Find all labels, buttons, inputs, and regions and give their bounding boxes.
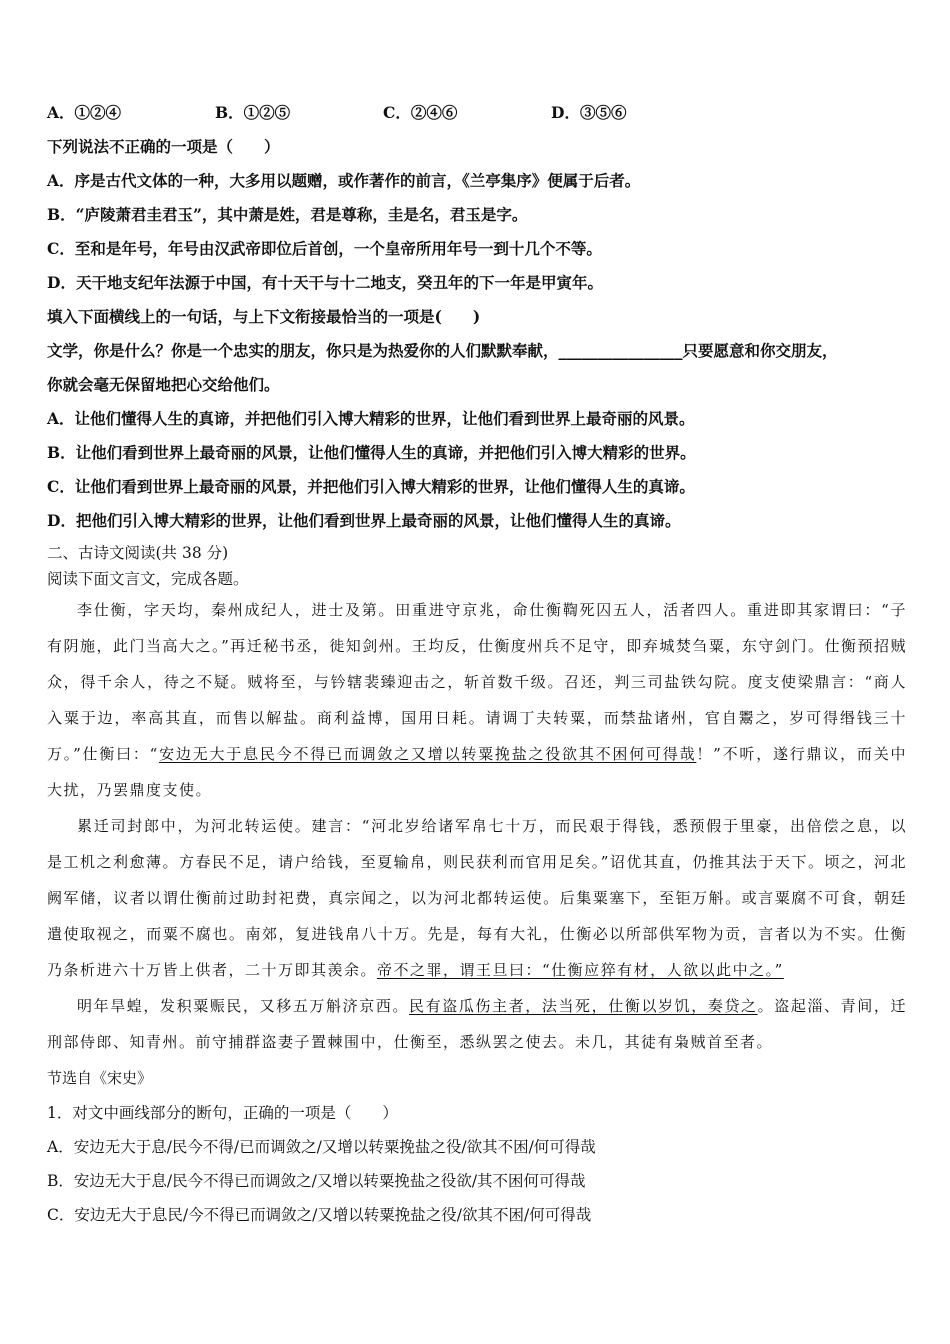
option-d[interactable]: D．把他们引入博大精彩的世界，让他们看到世界上最奇丽的风景，让他们懂得人生的真谛。	[47, 511, 681, 530]
passage-paragraph	[47, 808, 907, 988]
question-fill-blank	[47, 300, 907, 538]
option-c[interactable]: C．让他们看到世界上最奇丽的风景，并把他们引入博大精彩的世界，让他们懂得人生的真谛。	[47, 477, 695, 496]
underlined-text: 帝不之罪，谓王旦曰：“仕衡应猝有材，人欲以此中之。”	[377, 961, 784, 979]
question-text-line: 文学，你是什么？你是一个忠实的朋友，你只是为热爱你的人们默默奉献，________________只要愿意和你交朋友，	[47, 341, 838, 360]
option-a[interactable]: A．序是古代文体的一种，大多用以题赠，或作著作的前言，《兰亭集序》便属于后者。	[47, 171, 641, 190]
option-a[interactable]: A．让他们懂得人生的真谛，并把他们引入博大精彩的世界，让他们看到世界上最奇丽的风景。	[47, 409, 695, 428]
previous-question-choices	[47, 96, 907, 130]
passage-text: 明年旱蝗，发积粟赈民，又移五万斛济京西。	[77, 997, 410, 1015]
choice-d[interactable]: D．③⑤⑥	[551, 103, 627, 122]
choice-c[interactable]: C．②④⑥	[383, 103, 458, 122]
option-b[interactable]: B．“庐陵萧君圭君玉”，其中萧是姓，君是尊称，圭是名，君玉是字。	[47, 205, 528, 224]
choice-b[interactable]: B．①②⑤	[215, 103, 291, 122]
section-title: 二、古诗文阅读(共 38 分)	[47, 544, 229, 562]
choice-a[interactable]: A．①②④	[47, 103, 122, 122]
classical-passage	[47, 592, 907, 1096]
section-intro: 阅读下面文言文，完成各题。	[47, 570, 249, 588]
passage-paragraph	[47, 988, 907, 1060]
passage-text: 。盗起淄、青间，迁刑部侍郎、知青州。前守捕群盗妻子置棘围中，仕衡至，悉纵罢之使去。未几，其徒有枭贼首至者。	[47, 997, 907, 1051]
question-stem: 下列说法不正确的一项是（ ）	[47, 137, 280, 156]
question-1	[47, 1096, 907, 1232]
question-stem: 填入下面横线上的一句话，与上下文衔接最恰当的一项是( )	[47, 307, 481, 326]
option-b[interactable]: B．安边无大于息/民今不得已而调敛之/又增以转粟挽盐之役欲/其不困何可得哉	[47, 1172, 586, 1190]
document-page	[47, 96, 907, 1232]
question-stem: 1．对文中画线部分的断句，正确的一项是（ ）	[47, 1104, 398, 1122]
option-c[interactable]: C．至和是年号，年号由汉武帝即位后首创，一个皇帝所用年号一到十几个不等。	[47, 239, 602, 258]
passage-paragraph	[47, 592, 907, 808]
passage-text: ！”不听，遂行鼎议，而关中大扰，乃罢鼎度支使。	[47, 745, 907, 799]
option-a[interactable]: A．安边无大于息/民今不得/已而调敛之/又增以转粟挽盐之役/欲其不困/何可得哉	[47, 1138, 596, 1156]
question-text-line: 你就会毫无保留地把心交给他们。	[47, 375, 280, 394]
underlined-text: 民有盗瓜伤主者，法当死，仕衡以岁饥，奏贷之	[409, 997, 758, 1015]
underlined-text: 安边无大于息民今不得已而调敛之又增以转粟挽盐之役欲其不困何可得哉	[158, 745, 697, 763]
option-c[interactable]: C．安边无大于息民/今不得已而调敛之/又增以转粟挽盐之役/欲其不困/何可得哉	[47, 1206, 592, 1224]
passage-text: 累迁司封郎中，为河北转运使。建言：“河北岁给诸军帛七十万，而民艰于得钱，悉预假于里豪，出倍偿之息，以是工机之利愈薄。方春民不足，请户给钱，至夏输帛，则民获利而官用足矣。”诏优其直，仍推其法于天下。顷之，河北阙军储，议者以谓仕衡前过助封祀费，真宗闻之，以为河北都转运使。后集粟塞下，至钜万斛。或言粟腐不可食，朝廷遣使取视之，而粟不腐也。南郊，复进钱帛八十万。先是，每有大礼，仕衡必以所部供军物为贡，言者以为不实。仕衡乃条析进六十万皆上供者，二十万即其羡余。	[47, 817, 907, 979]
passage-source: 节选自《宋史》	[47, 1069, 153, 1087]
option-d[interactable]: D．天干地支纪年法源于中国，有十天干与十二地支，癸丑年的下一年是甲寅年。	[47, 273, 603, 292]
passage-text: 李仕衡，字天均，秦州成纪人，进士及第。田重进守京兆，命仕衡鞫死囚五人，活者四人。重进即其家谓曰：“子有阴施，此门当高大之。”再迁秘书丞，徙知剑州。王均反，仕衡度州兵不足守，即弃城焚刍粟，东守剑门。仕衡预招贼众，得千余人，待之不疑。贼将至，与钤辖裴臻迎击之，斩首数千级。召还，判三司盐铁勾院。度支使梁鼎言：“商人入粟于边，率高其直，而售以解盐。商利益博，国用日耗。请调丁夫转粟，而禁盐诸州，官自鬻之，岁可得缗钱三十万。”仕衡曰：“	[47, 601, 907, 763]
question-incorrect-statement	[47, 130, 907, 300]
option-b[interactable]: B．让他们看到世界上最奇丽的风景，让他们懂得人生的真谛，并把他们引入博大精彩的世界。	[47, 443, 696, 462]
